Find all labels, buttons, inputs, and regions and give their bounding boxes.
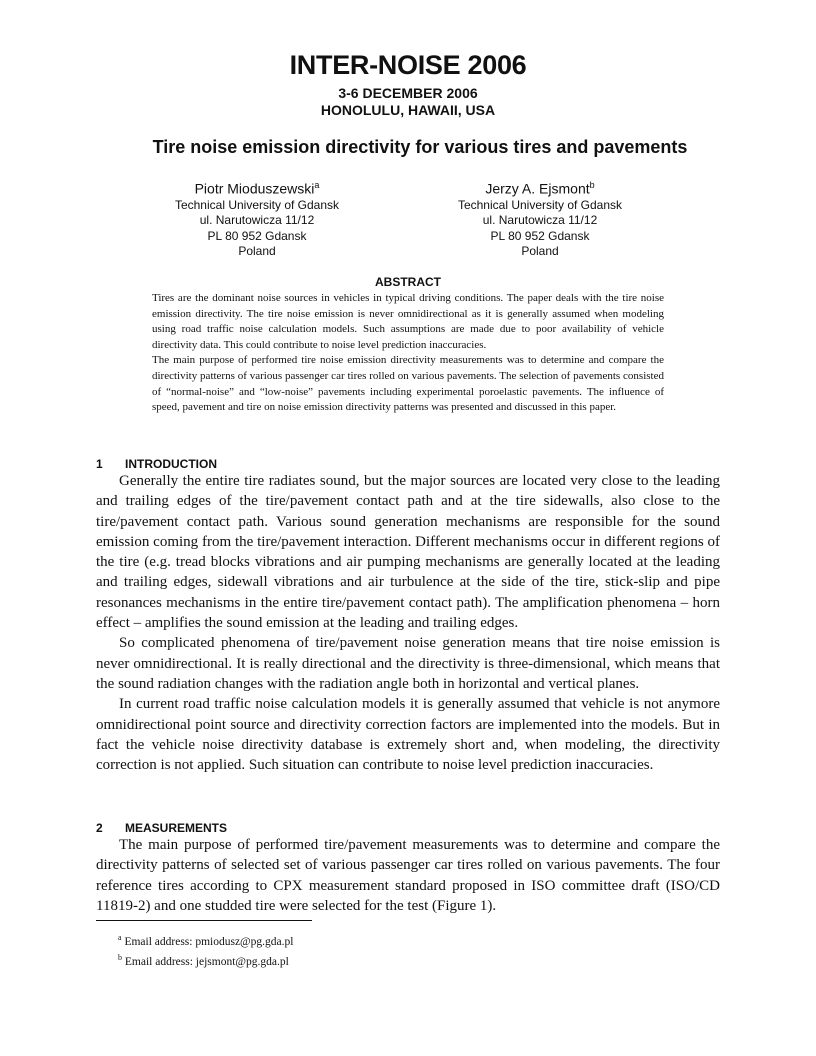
author-name: Piotr Mioduszewski$^a$ xyxy=(194,180,320,197)
author-affiliation: Technical University of Gdansk xyxy=(174,197,340,212)
body-paragraph: So complicated phenomena of tire/pavement noise generation means that tire noise emission is never omnidirectional. It is really directional and the directivity is three-dimensional, which means that the sound radiation changes with the radiation angle both in horizontal and vertical planes. xyxy=(96,635,720,692)
author-city: PL 80 952 Gdansk xyxy=(207,228,307,243)
author-block xyxy=(142,176,372,260)
footnote xyxy=(118,930,293,950)
body-paragraph: Generally the entire tire radiates sound, but the major sources are located very close to the leading and trailing edges of the tire/pavement contact path and at the tire sidewalls, also close to the tire/pavement contact path. Various sound generation mechanisms are responsible for the sound emission coming from the tire/pavement interaction. Different mechanisms occur in different regions of the tire (e.g. tread blocks vibrations and air pumping mechanisms are generally located at the leading and trailing edges, sidewall vibrations and air turbulence at the side of the tire, stick-slip and pipe resonances mechanisms in the entire tire/pavement contact path). The amplification phenomena – horn effect – amplifies the sound emission at the leading and trailing edges. xyxy=(96,473,720,632)
footnote-mark: a xyxy=(118,933,122,942)
section-number: 1 xyxy=(96,457,103,471)
section-title: INTRODUCTION xyxy=(125,457,217,471)
paper-title: Tire noise emission directivity for various tires and pavements xyxy=(152,137,688,157)
author-country: Poland xyxy=(521,244,559,259)
author-name: Jerzy A. Ejsmont$^b$ xyxy=(485,180,595,197)
author-footnote-mark: b xyxy=(589,180,595,190)
section-heading-introduction xyxy=(96,457,217,471)
section-body-introduction xyxy=(96,471,720,775)
conference-title: INTER-NOISE 2006 xyxy=(289,50,527,80)
conference-location: HONOLULU, HAWAII, USA xyxy=(320,102,496,118)
author-footnote-mark: a xyxy=(314,180,320,190)
author-street: ul. Narutowicza 11/12 xyxy=(482,213,598,228)
author-block xyxy=(425,176,655,260)
section-title: MEASUREMENTS xyxy=(125,821,228,835)
author-street: ul. Narutowicza 11/12 xyxy=(199,213,315,228)
footnote-mark: b xyxy=(118,953,122,963)
abstract-paragraph: The main purpose of performed tire noise emission directivity measurements was to determine and compare the directivity patterns of various passenger car tires rolled on various pavements. The selection of pavements consisted of “normal-noise” and “low-noise” pavements including experimental poroelastic pavements. The influence of speed, pavement and tire on noise emission directivity patterns was presented and discussed in this paper. xyxy=(152,354,664,414)
footnote-text: Email address: pmiodusz@pg.gda.pl xyxy=(124,935,294,948)
body-paragraph: In current road traffic noise calculation models it is generally assumed that vehicle is not anymore omnidirectional point source and directivity correction factors are implemented into the models. But in fact the vehicle noise directivity database is extremely short and, when modeling, the directivity correction is not applied. Such situation can contribute to noise level prediction inaccuracies. xyxy=(96,696,720,774)
section-heading-measurements xyxy=(96,821,227,835)
footnotes xyxy=(118,930,293,971)
body-paragraph: The main purpose of performed tire/pavement measurements was to determine and compare the directivity patterns of selected set of various passenger car tires rolled on various pavements. The four reference tires according to CPX measurement standard proposed in ISO committee draft (ISO/CD 11819-2) and one studded tire were selected for the test (Figure 1). xyxy=(96,837,720,914)
author-city: PL 80 952 Gdansk xyxy=(490,228,590,243)
author-country: Poland xyxy=(238,244,276,259)
abstract-body xyxy=(152,291,664,416)
footnote-separator xyxy=(96,920,312,921)
abstract-heading: ABSTRACT xyxy=(375,275,441,289)
abstract-paragraph: Tires are the dominant noise sources in vehicles in typical driving conditions. The paper deals with the tire noise emission directivity. The tire noise emission is never omnidirectional as it is generally assumed when modeling using road traffic noise calculation models. Such assumptions are made due to poor availability of vehicle directivity data. This could contribute to noise level prediction inaccuracies. xyxy=(152,292,664,351)
section-number: 2 xyxy=(96,821,103,835)
footnote-text: Email address: jejsmont@pg.gda.pl xyxy=(124,956,289,969)
footnote xyxy=(118,950,293,970)
conference-date: 3-6 DECEMBER 2006 xyxy=(338,85,478,101)
section-body-measurements xyxy=(96,835,720,916)
author-affiliation: Technical University of Gdansk xyxy=(457,197,623,212)
